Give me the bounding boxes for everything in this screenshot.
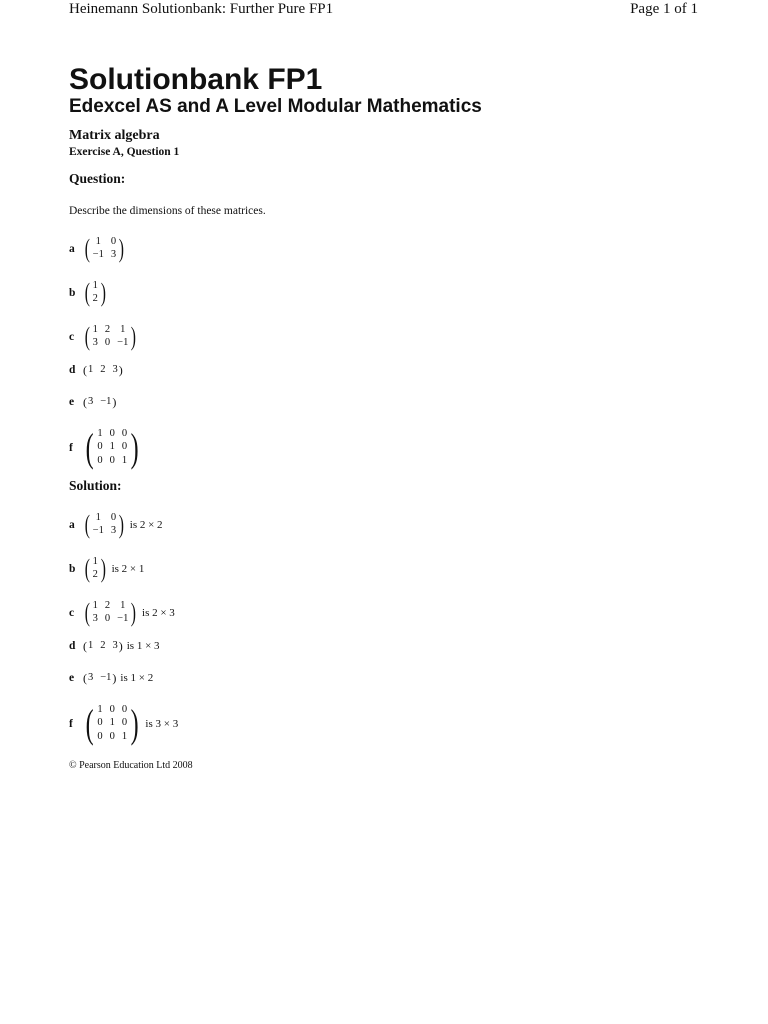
solution-heading: Solution: (69, 478, 122, 493)
header-page-number: Page 1 of 1 (630, 1, 698, 17)
matrix-entry: 1 (121, 730, 128, 742)
matrix-entries (92, 556, 99, 582)
matrix-entry: 1 (109, 441, 115, 453)
matrix-entry: 3 (88, 396, 94, 407)
matrix (83, 640, 123, 653)
right-bracket: ) (100, 278, 106, 307)
matrix-entry: −1 (117, 337, 129, 348)
solution-item (69, 701, 179, 746)
matrix (83, 701, 141, 746)
item-label: e (69, 672, 75, 684)
matrix-entry: 3 (112, 640, 118, 651)
matrix-entries (87, 364, 119, 377)
matrix-entry: −1 (92, 525, 104, 536)
matrix-entries (92, 324, 130, 350)
matrix-entry: 3 (110, 525, 117, 536)
matrix-entry: 0 (97, 454, 103, 466)
matrix-entry: 0 (97, 717, 103, 729)
item-label: f (69, 717, 73, 730)
page-subtitle: Edexcel AS and A Level Modular Mathematics (69, 96, 482, 117)
item-label: e (69, 396, 75, 408)
item-label: d (69, 364, 76, 376)
matrix-entry: 1 (121, 454, 128, 466)
matrix (83, 672, 116, 685)
matrix-entry: 3 (88, 672, 94, 683)
left-bracket: ( (84, 554, 90, 583)
item-label: b (69, 286, 76, 299)
copyright-footer: © Pearson Education Ltd 2008 (69, 760, 193, 771)
matrix-entry: 1 (97, 428, 103, 439)
matrix-entry: 2 (92, 293, 98, 304)
matrix (83, 396, 116, 409)
right-bracket: ) (118, 639, 123, 653)
matrix-entry: 1 (92, 556, 98, 567)
page-title: Solutionbank FP1 (69, 63, 323, 96)
matrix-entry: 1 (92, 280, 98, 291)
matrix (83, 364, 123, 377)
topic-title: Matrix algebra (69, 128, 160, 143)
matrix-entry: −1 (100, 396, 112, 407)
matrix-entry: 0 (110, 512, 117, 523)
solution-item (69, 640, 160, 653)
matrix-entry: 2 (100, 364, 106, 375)
item-label: a (69, 242, 75, 255)
matrix-entry: 1 (92, 600, 98, 611)
question-item (69, 425, 141, 470)
left-bracket: ( (84, 234, 90, 263)
matrix-entries (96, 428, 128, 468)
matrix-entry: 1 (95, 512, 101, 523)
matrix-entry: 0 (109, 730, 115, 742)
matrix-entry: 0 (121, 441, 128, 453)
item-label: b (69, 562, 76, 575)
matrix-entry: 1 (109, 717, 115, 729)
left-bracket: ( (85, 701, 94, 746)
right-bracket: ) (112, 395, 117, 409)
left-bracket: ( (83, 395, 87, 409)
matrix-entry: 1 (97, 704, 103, 715)
matrix-entry: 0 (121, 428, 128, 439)
matrix-entry: 1 (92, 324, 98, 335)
left-bracket: ( (84, 322, 90, 351)
question-item (69, 364, 123, 377)
solution-item (69, 672, 153, 685)
question-item (69, 324, 138, 350)
right-bracket: ) (118, 363, 123, 377)
solution-item (69, 600, 175, 626)
matrix-entry: 0 (109, 454, 115, 466)
matrix-entries (92, 280, 99, 306)
exercise-reference: Exercise A, Question 1 (69, 146, 180, 158)
matrix-entry: 0 (110, 236, 117, 247)
right-bracket: ) (112, 671, 117, 685)
solution-item (69, 512, 163, 538)
matrix-entry: 0 (97, 730, 103, 742)
right-bracket: ) (130, 425, 139, 470)
matrix-entry: 0 (104, 337, 111, 348)
dimension-answer: is 2 × 1 (111, 562, 145, 575)
matrix-entry: 0 (121, 704, 128, 715)
matrix (83, 600, 138, 626)
matrix-entry: 1 (88, 640, 94, 651)
matrix-entry: 1 (120, 324, 126, 335)
right-bracket: ) (118, 510, 125, 539)
matrix-entry: −1 (117, 613, 129, 624)
matrix (83, 236, 126, 262)
question-item (69, 280, 108, 306)
right-bracket: ) (131, 598, 137, 627)
left-bracket: ( (84, 598, 90, 627)
matrix-entry: 3 (112, 364, 118, 375)
matrix (83, 324, 138, 350)
matrix-entries (92, 512, 117, 538)
matrix-entries (92, 600, 130, 626)
right-bracket: ) (100, 554, 106, 583)
matrix-entry: 3 (110, 249, 117, 260)
matrix-entry: 2 (92, 569, 98, 580)
matrix-entry: 1 (88, 364, 94, 375)
dimension-answer: is 2 × 2 (129, 518, 163, 531)
item-label: d (69, 640, 76, 652)
matrix-entries (92, 236, 117, 262)
matrix (83, 556, 108, 582)
matrix-entry: 0 (109, 704, 115, 715)
dimension-answer: is 2 × 3 (142, 606, 175, 619)
left-bracket: ( (84, 278, 90, 307)
left-bracket: ( (84, 510, 90, 539)
matrix-entry: 2 (104, 324, 111, 335)
question-item (69, 236, 126, 262)
matrix-entry: 1 (95, 236, 101, 247)
item-label: a (69, 518, 75, 531)
left-bracket: ( (83, 363, 87, 377)
item-label: f (69, 441, 73, 454)
page-header (69, 0, 698, 18)
matrix-entries (87, 672, 112, 685)
question-instruction: Describe the dimensions of these matrices. (69, 205, 266, 217)
matrix-entry: 1 (120, 600, 126, 611)
matrix-entry: 2 (104, 600, 111, 611)
matrix-entries (96, 704, 128, 744)
dimension-answer: is 1 × 2 (120, 672, 154, 684)
header-source: Heinemann Solutionbank: Further Pure FP1 (69, 1, 334, 17)
matrix (83, 512, 126, 538)
item-label: c (69, 606, 75, 619)
matrix-entry: 0 (97, 441, 103, 453)
item-label: c (69, 330, 75, 343)
left-bracket: ( (83, 671, 87, 685)
question-heading: Question: (69, 171, 126, 186)
matrix-entry: 2 (100, 640, 106, 651)
matrix-entry: 3 (92, 337, 98, 348)
right-bracket: ) (118, 234, 125, 263)
question-item (69, 396, 116, 409)
left-bracket: ( (83, 639, 87, 653)
matrix-entry: 3 (92, 613, 98, 624)
matrix-entry: 0 (121, 717, 128, 729)
matrix (83, 425, 141, 470)
matrix-entries (87, 640, 119, 653)
matrix-entry: 0 (109, 428, 115, 439)
left-bracket: ( (85, 425, 94, 470)
matrix-entry: −1 (92, 249, 104, 260)
matrix-entries (87, 396, 112, 409)
right-bracket: ) (131, 322, 137, 351)
dimension-answer: is 3 × 3 (145, 717, 179, 730)
dimension-answer: is 1 × 3 (126, 640, 160, 652)
matrix (83, 280, 108, 306)
right-bracket: ) (130, 701, 139, 746)
matrix-entry: −1 (100, 672, 112, 683)
solution-item (69, 556, 144, 582)
matrix-entry: 0 (104, 613, 111, 624)
